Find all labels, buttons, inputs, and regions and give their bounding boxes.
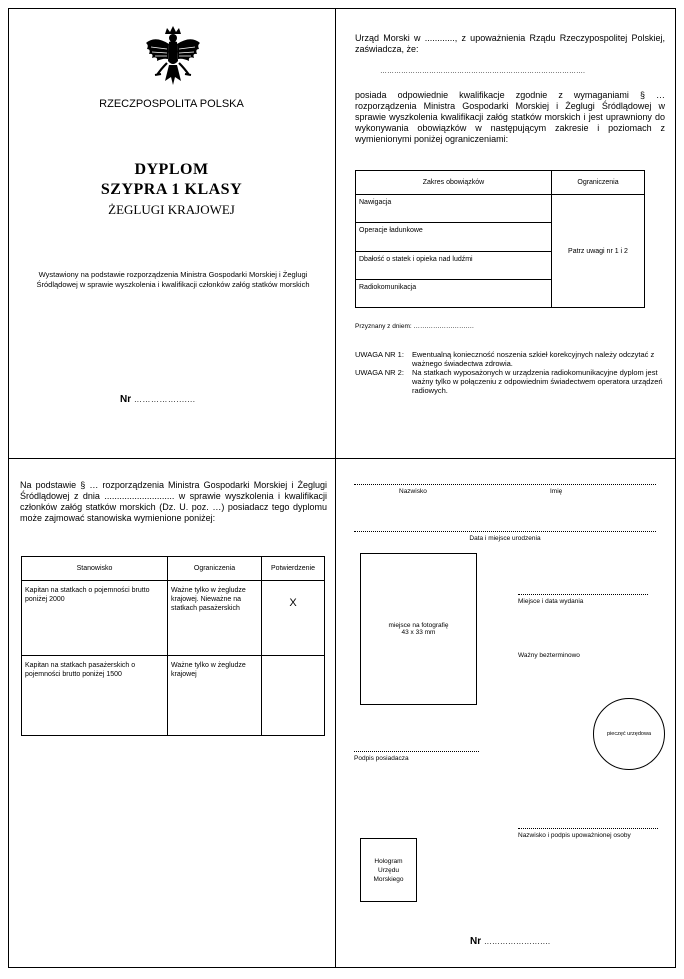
duties-header: Zakres obowiązków [356,171,552,195]
official-stamp: pieczęć urzędowa [593,698,665,770]
diploma-title: DYPLOM [134,161,209,178]
diploma-subtitle: SZYPRA 1 KLASY [100,181,243,198]
positions-table [21,556,325,736]
issuer-statement: Urząd Morski w ............, z upoważnienia Rządu Rzeczypospolitej Polskiej, zaświadcza, że: [355,33,665,54]
positions-intro: Na podstawie § … rozporządzenia Ministra Gospodarki Morskiej i Żeglugi Śródlądowej z dnia ............................ w sprawie wyszkolenia i kwalifikacji członków załóg statków morskich (Dz. U. poz. …) posiadacz tego dyplomu może zajmować stanowiska wymienione poniżej: [20,480,327,523]
duty-cell: Operacje ładunkowe [356,223,552,252]
note-2 [355,368,675,395]
confirmation-header: Potwierdzenie [262,557,325,581]
official-signature-line [518,828,658,829]
notes [355,350,675,395]
birth-line [354,531,656,532]
vertical-divider [335,8,336,968]
note-2-text: Na statkach wyposażonych w urządzenia radiokomunikacyjne dyplom jest ważny tylko w połączeniu z odpowiednim świadectwem operatora urządzeń radiowych. [412,368,663,395]
note-1-text: Ewentualną konieczność noszenia szkieł korekcyjnych należy odczytać z ważnego świadectwa zdrowia. [412,350,655,368]
place-date-label: Miejsce i data wydania [518,598,584,605]
limits-cell: Patrz uwagi nr 1 i 2 [552,195,645,308]
holder-name-field: ……………………………………………………………………………. [380,68,585,75]
diploma-number [120,394,195,405]
hologram-line-1: Hologram [374,857,403,865]
official-signature-label: Nazwisko i podpis upoważnionej osoby [518,832,631,839]
position-cell: Kapitan na statkach o pojemności brutto poniżej 2000 [22,581,168,656]
duty-cell: Nawigacja [356,195,552,223]
duties-table [355,170,645,308]
hologram-box [360,838,417,902]
note-2-label: UWAGA NR 2: [355,368,404,377]
qualification-statement: posiada odpowiednie kwalifikacje zgodnie z wymaganiami § … rozporządzenia Ministra Gospodarki Morskiej i Żeglugi Śródlądowej w sprawie wyszkolenia kwalifikacji załóg statków morskich i jest uprawniony do wykonywania obowiązków w następującym zakresie i poziomach z wymienionymi poniżej ograniczeniami: [355,90,665,144]
issued-basis: Wystawiony na podstawie rozporządzenia Ministra Gospodarki Morskiej i Żeglugi Śródlądowej w sprawie wyszkolenia i kwalifikacji członków załóg statków morskich [36,270,310,289]
horizontal-divider [8,458,676,459]
hologram-line-2: Urzędu [378,866,399,874]
holder-signature-label: Podpis posiadacza [354,755,409,762]
nr-field: ……………....... [133,395,196,404]
surname-label: Nazwisko [399,488,427,495]
card-number [470,936,550,947]
card-nr-field: ……………………. [483,937,551,946]
card-nr-label: Nr [470,936,482,947]
confirmation-cell [262,656,325,736]
hologram-line-3: Morskiego [373,875,404,883]
duty-cell: Radiokomunikacja [356,280,552,308]
firstname-label: Imię [550,488,563,495]
restriction-cell: Ważne tylko w żegludze krajowej. Nieważne na statkach pasażerskich [168,581,262,656]
holder-signature-line [354,751,479,752]
country-name: RZECZPOSPOLITA POLSKA [99,98,244,110]
restrictions-header: Ograniczenia [168,557,262,581]
note-1-label: UWAGA NR 1: [355,350,404,359]
note-1 [355,350,675,368]
photo-size: 43 x 33 mm [401,629,436,636]
restriction-cell: Ważne tylko w żegludze krajowej [168,656,262,736]
position-cell: Kapitan na statkach pasażerskich o pojemności brutto poniżej 1500 [22,656,168,736]
photo-placeholder [360,553,477,705]
nr-label: Nr [120,394,132,405]
validity-label: Ważny bezterminowo [518,652,580,659]
granted-date: Przyznany z dniem: ………………………. [355,323,474,330]
confirmation-cell: X [262,581,325,656]
diploma-scope: ŻEGLUGI KRAJOWEJ [108,202,235,217]
limits-header: Ograniczenia [552,171,645,195]
photo-label: miejsce na fotografię [388,622,449,629]
position-header: Stanowisko [22,557,168,581]
name-line [354,484,656,485]
birth-label: Data i miejsce urodzenia [469,535,541,542]
eagle-emblem-icon [143,25,203,89]
duty-cell: Dbałość o statek i opieka nad ludźmi [356,252,552,280]
place-date-line [518,594,648,595]
